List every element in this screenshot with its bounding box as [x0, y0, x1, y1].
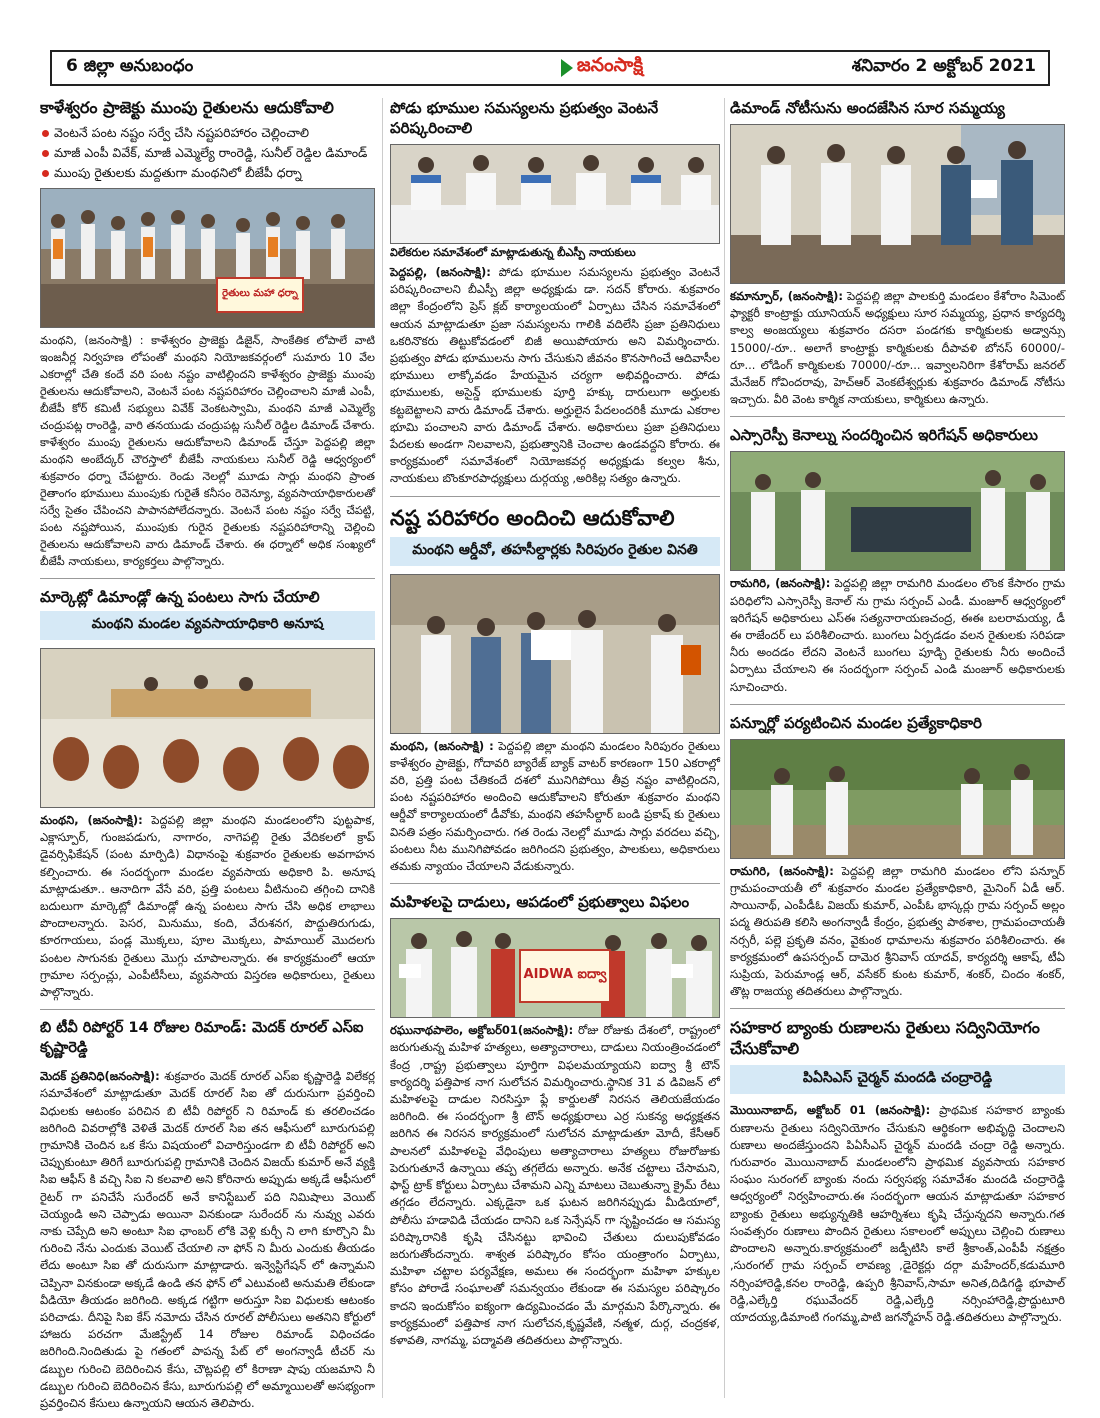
headline: డిమాండ్ నోటీసును అందజేసిన సూర సమ్మయ్య	[730, 99, 1005, 117]
headline: సహకార బ్యాంకు రుణాలను రైతులు సద్వినియోగం చేసుకోవాలి	[730, 1018, 1040, 1059]
meeting-photo-art	[41, 649, 375, 808]
press-meet-photo	[390, 144, 720, 244]
subheadline: మంథని మండల వ్యవసాయాధికారి అనూష	[40, 611, 375, 640]
dateline: రామగిరి, (జనంసాక్షి):	[730, 863, 834, 878]
article-text: ప్రాథమిక సహకార బ్యాంకు రుణాలను రైతులు సద్వినియోగం చేసుకుని ఆర్థికంగా అభివృద్ధి చెందాలని రుణాలు అందజేస్తుందని పిఏసీఎస్ చైర్మన్ మందడి చంద్రా రెడ్డి అన్నారు. గురువారం మొయినాబాద్ మండలంలోని ప్రాథమిక వ్యవసాయ సహకార సంఘం సురంగల్ బ్యాంకు నందు సర్వసభ్య సమావేశం మందడి చంద్రారెడ్డి ఆధ్వర్యంలో నిర్వహించారు.ఈ సందర్భంగా ఆయన మాట్లాడుతూ సహకార బ్యాంకు రైతులు అభ్యున్నతికి ఆహర్నిశలు కృషి చేస్తున్నదని అన్నారు.గత సంవత్సరం రుణాలు పొందిన రైతులు సకాలంలో అప్పులు చెల్లించి రుణాలు పొందాలని అన్నారు.కార్యక్రమంలో జడ్పీటిసి కాలే శ్రీకాంత్,ఎంపీపీ నక్షత్రం ,సురంగల్ గ్రామ సర్పంచ్ లావణ్య ,డైరెక్టర్లు దర్గా మహేందర్,కడుమూరి నర్సింహారెడ్డి,కనల రాంరెడ్డి, ఉప్పరి శ్రీనివాస్,సామా అనిత,దిడిగడ్డి భూపాల్ రెడ్డి,ఎల్కేర్తి రఘువేందర్ రెడ్డి,ఎల్కేర్తి నర్సింహారెడ్డి,ప్రొద్దుటూరి యాదయ్య,డిమాంటి గంగమ్మ,పాటి జగన్మోహన్ రెడ్డి.తదితరులు పాల్గొన్నారు.	[730, 1103, 1066, 1324]
dateline: మొయినాబాద్, అక్టోబర్ 01 (జనంసాక్షి):	[730, 1103, 931, 1118]
article-text: పెద్దపల్లి జిల్లా రామగిరి మండలం లొంక కేసారం గ్రామ పరిధిలోని ఎస్సారెస్పీ కెనాల్ ను గ్రామ సర్పంచ్ ఎండీ. మంజూర్ ఆధ్వర్యంలో ఇరిగేషన్ అధికారులు ఎస్ఈ సత్యనారాయణచంద్ర, ఈఈ బలరామయ్య, డీ ఈ రాజేందర్ లు పరిశీలించారు. బుంగలు ఏర్పడడం వలన రైతులకు సరిపడా నీరు అందడం లేదని వెంటనే బుంగలు పూడ్చి రైతులకు నీరు అందించే ఏర్పాటు చేయాలని ఈ సందర్భంగా సర్పంచ్ ఎండి మంజూర్ అధికారులకు సూచించారు.	[730, 576, 1065, 694]
separator	[40, 578, 375, 579]
headline: మహిళలపై దాడులు, ఆపడంలో ప్రభుత్వాలు విఫలం	[390, 893, 690, 912]
dateline: రామగిరి, (జనంసాక్షి):	[730, 576, 831, 591]
separator	[730, 704, 1065, 705]
dateline: కమాన్పూర్, (జనంసాక్షి):	[730, 289, 843, 303]
page-label: 6 జిల్లా అనుబంధం	[66, 56, 194, 76]
separator	[730, 416, 1065, 417]
separator	[40, 1009, 375, 1010]
headline: బి టీవీ రిపోర్టర్ 14 రోజుల రిమాండ్: మెదక్ రూరల్ ఎస్ఐ కృష్ణారెడ్డి	[40, 1018, 375, 1062]
headline: పోడు భూముల సమస్యలను ప్రభుత్వం వెంటనే పరిష్కరించాలి	[390, 99, 659, 137]
headline: పన్నూర్లో పర్యటించిన మండల ప్రత్యేకాధికారి	[730, 713, 982, 732]
protest-photo-art	[41, 189, 375, 328]
article-body	[730, 288, 1065, 408]
article-body	[390, 738, 720, 876]
dateline: మంథని, (జనంసాక్షి):	[40, 813, 143, 827]
masthead	[50, 50, 1050, 86]
headline: కాళేశ్వరం ప్రాజెక్టు ముంపు రైతులను ఆదుకోవాలి	[40, 98, 334, 117]
dateline: రఘునాథపాలెం, అక్టోబర్01(జనంసాక్షి):	[390, 1023, 574, 1038]
protest-photo	[40, 188, 375, 328]
column-divider	[382, 98, 383, 1398]
petition-photo-art	[391, 575, 720, 734]
headline: ఎస్సారెస్పీ కెనాల్ను సందర్శించిన ఇరిగేషన్ అధికారులు	[730, 426, 1038, 445]
village-inspection-photo	[730, 739, 1065, 859]
canal-visit-photo-art	[731, 452, 1065, 571]
column-2	[390, 98, 720, 1349]
article-body	[730, 863, 1065, 1001]
press-meet-photo-art	[391, 145, 720, 244]
article-body	[40, 1068, 375, 1412]
subheadline: మంథని ఆర్డీవో, తహసీల్దార్లకు సిరిపురం రైతుల వినతి	[390, 537, 720, 566]
newspaper-logo	[518, 54, 686, 82]
dateline: పెద్దపల్లి, (జనంసాక్షి):	[390, 265, 491, 279]
subheadline: పిఏసిఎస్ చైర్మన్ మందడి చంద్రారెడ్డి	[730, 1065, 1065, 1094]
article-body	[390, 264, 720, 488]
column-divider	[724, 98, 725, 1398]
article-text: శుక్రవారం మెదక్ రూరల్ ఎస్ఐ కృష్ణారెడ్డి విలేకర్ల సమావేశంలో మాట్లాడుతూ మెదక్ రూరల్ సిఐ తో దురుసుగా ప్రవర్తించి విధులకు ఆటంకం పరిచిన బి టీవీ రిపోర్టర్ ని రిమాండ్ కు తరలించడం జరిగింది వివరాల్లోకి వెళితే మెదక్ రూరల్ సిఐ తన ఆఫీసులో బూరుగుపల్లి గ్రామానికి చెందిన ఒక కేసు విషయంలో విచారిస్తుండగా బి టీవీ రిపోర్టర్ అని చెప్పుకుంటూ తిరిగే బూరుగుపల్లి గ్రామానికి చెందిన విజయ్ కుమార్ అనే వ్యక్తి సిఐ ఆఫీస్ కి వచ్చి సిఐ ని కలవాలి అని కోరినారు అప్పుడు అక్కడే ఆఫీసులో రైటర్ గా పనిచేసే సురేందర్ అనే కానిస్టేబుల్ పది నిమిషాలు వెయిట్ చెయ్యండి అని చెప్పాడు అయినా వినకుండా సురేందర్ ను నువ్వు ఎవరు నాకు చెప్పేది అని అంటూ సిఐ ఛాంబర్ లోకి వెళ్లి కుర్చీ ని లాగి కూర్చొని మీ గురించి నేను ఎందుకు వెయిట్ చేయాలి నా ఫోన్ ని మీరు ఎందుకు తీయడం లేదు అంటూ సిఐ తో దురుసుగా మాట్లాడారు. ఇన్వెస్టిగేషన్ లో ఉన్నామని చెప్పినా వినకుండా అక్కడే ఉండి తన ఫోన్ లో ఎటువంటి అనుమతి లేకుండా వీడియో తీయడం జరిగింది. అక్కడ గట్టిగా అరుస్తూ సిఐ విధులకు ఆటంకం పరిచాడు. దీనిపై సిఐ కేస్ నమోదు చేసిన రూరల్ పోలీసులు అతనిని కోర్టులో హాజరు పరచగా మేజిస్ట్రేట్ 14 రోజుల రిమాండ్ విధించడం జరిగింది.నిందితుడు పై గతంలో పాపన్న పేట్ లో అంగన్వాడీ టీచర్ ను డబ్బుల గురించి బెదిరించిన కేసు, చౌట్లపల్లి లో కిరాణా షాపు యజమాని నీ డబ్బుల గురించి బెదిరించిన కేసు, బూరుగుపల్లి లో అమ్మాయిలతో అసభ్యంగా ప్రవర్తించిన కేసులు ఉన్నాయని ఆయన తెలిపారు.	[40, 1069, 375, 1411]
article-body: మంథని, (జనంసాక్షి) : కాళేశ్వరం ప్రాజెక్టు డిజైన్, సాంకేతిక లోపాలే వాటి ఇంజనీర్ల నిర్వహణ లోపంతో మంథని నియోజకవర్గంలో సుమారు 10 వేల ఎకరాల్లో చేతి కందే వరి పంట నష్టం వాటిల్లిందని కాళేశ్వరం ప్రాజెక్టు ముంపు రైతులను ఆదుకోవాలని, వెంటనే పంట నష్టపరిహారం చెల్లించాలని మాజీ ఎంపీ, బీజేపీ కోర్ కమిటీ సభ్యులు వివేక్ వెంకటస్వామి, మంథని మాజీ ఎమ్మెల్యే చంద్రుపట్ల రాంరెడ్డి, వారి తనయుడు చంద్రుపట్ల సునీల్ రెడ్డిల డిమాండ్ చేశారు. కాళేశ్వరం ముంపు రైతులను ఆదుకోవాలని డిమాండ్ చేస్తూ పెద్దపల్లి జిల్లా మంథని అంబేద్కర్ చౌరస్తాలో బీజేపీ నాయకులు సునీల్ రెడ్డి ఆధ్వర్యంలో శుక్రవారం ధర్నా చేపట్టారు. రెండు నెలల్లో మూడు సార్లు మంథని ప్రాంత రైతాంగం భూములు ముంపుకు గురైతే కనీసం రెవెన్యూ, వ్యవసాయాధికారులతో సర్వే సైతం చేపించని పాపానపోలేదన్నారు. వెంటనే పంట నష్టం సర్వే చేపట్టి, పంట నష్టపోయిన, ముంపుకు గురైన రైతులకు నష్టపరిహారాన్ని చెల్లించి రైతులను ఆదుకోవాలని వారు డిమాండ్ చేశారు. ఈ ధర్నాలో అధిక సంఖ్యలో బీజేపీ నాయకులు, కార్యకర్తలు పాల్గొన్నారు.	[40, 334, 375, 568]
logo-flag-icon	[561, 59, 573, 77]
bullet-item: మాజీ ఎంపీ వివేక్, మాజీ ఎమ్మెల్యే రాంరెడ్డి, సునీల్ రెడ్డిల డిమాండ్	[40, 144, 375, 162]
protest-banner: రైతులు మహా ధర్నా	[216, 277, 304, 313]
aidwa-protest-photo	[390, 918, 720, 1018]
column-1	[40, 98, 375, 1412]
notice-handover-photo	[730, 124, 1065, 284]
separator	[390, 883, 720, 884]
column-3	[730, 98, 1065, 1326]
dateline: మంథని, (జనంసాక్షి) :	[390, 738, 494, 753]
photo-caption: విలేకరుల సమావేశంలో మాట్లాడుతున్న బీఎస్పీ నాయకులు	[390, 246, 636, 259]
headline: నష్ట పరిహారం అందించి ఆదుకోవాలి	[390, 505, 675, 530]
article-body	[40, 812, 375, 1001]
canal-visit-photo	[730, 451, 1065, 571]
article-text: పెద్దపల్లి జిల్లా మంథని మండలం సిరిపురం రైతులు కాళేశ్వరం ప్రాజెక్టు, గోదావరి బ్యారేజ్ బ్యాక్ వాటర్ కారణంగా 150 ఎకరాల్లో వరి, ప్రత్తి పంట చేతికందే దశలో మునిగిపోయి తీవ్ర నష్టం వాటిల్లిందని, పంట నష్టపరిహారం అందించి ఆదుకోవాలని కోరుతూ శుక్రవారం మంథని ఆర్డీవో కార్యాలయంలో డీవోకు, మంథని తహసీల్దార్ బండి ప్రకాష్ కు రైతులు వినతి పత్రం సమర్పించారు. గత రెండు నెలల్లో మూడు సార్లు వరదలు వచ్చి, పంటలు నీట మునిగిపోవడం జరిగిందని ప్రభుత్వం, పాలకులు, అధికారులు తమకు న్యాయం చేయాలని వేడుకున్నారు.	[390, 738, 721, 874]
separator	[730, 1008, 1065, 1009]
separator	[390, 496, 720, 497]
village-inspection-photo-art	[731, 740, 1065, 859]
headline: మార్కెట్లో డిమాండ్లో ఉన్న పంటలు సాగు చేయాలి	[40, 588, 320, 606]
article-text: పెద్దపల్లి జిల్లా రామగిరి మండలం లోని పన్నూర్ గ్రామపంచాయతీ లో శుక్రవారం మండల ప్రత్యేకాధికారి, మైనింగ్ ఏడీ ఆర్. సాయినాథ్, ఎంపీడీఓ విజయ్ కుమార్, ఎంపీఓ భాస్కర్లు గ్రామ సర్పంచ్ అల్లం పద్మ తిరుపతి కలిసి అంగన్వాడీ కేంద్రం, ప్రభుత్వ పాఠశాల, గ్రామపంచాయతీ నర్సరీ, పల్లె ప్రకృతి వనం, వైకుంఠ ధామాలను శుక్రవారం పరిశీలించారు. ఈ కార్యక్రమంలో ఉపసర్పంచ్ దామెర శ్రీనివాస్ యాదవ్, కార్యదర్శి ఆకాష్, టీఏ సుప్రియ, పెరుమాండ్ల ఆర్, వసేకర్ కుంట కుమార్, శంకర్, చిందం శంకర్, తొట్ల రాజయ్య తదితరులు పాల్గొన్నారు.	[730, 863, 1065, 999]
article-text: పోడు భూముల సమస్యలను ప్రభుత్వం వెంటనే పరిష్కరించాలని బీఎస్పీ జిల్లా అధ్యక్షుడు డా. సదన్ కోరారు. శుక్రవారం జిల్లా కేంద్రంలోని ప్రెస్ క్లబ్ కార్యాలయంలో ఏర్పాటు చేసిన సమావేశంలో ఆయన మాట్లాడుతూ ప్రజా సమస్యలను గాలికి వదిలేసి ప్రజా ప్రతినిధులు ఒకరినొకరు తిట్టుకోవడంలో బిజీ అయిపోయారు అని విమర్శించారు. ప్రభుత్వం పోడు భూములను సాగు చేసుకుని జీవనం కొనసాగించే ఆదివాసీల భూములు లాక్కోవడం హేయమైన చర్యగా అభివర్ణించారు. పోడు భూములకు, అసైన్డ్ భూములకు పూర్తి హక్కు దారులుగా అర్హులకు కట్టబెట్టాలని వారు డిమాండ్ చేశారు. అర్హులైన పేదలందరికీ మూడు ఎకరాల భూమి పంచాలని వారు డిమాండ్ చేశారు. అధికారులు ప్రజా ప్రతినిధులు పేదలకు అండగా నిలవాలని, ప్రభుత్వానికి చెంచాల ఉండవద్దని కోరారు. ఈ కార్యక్రమంలో సమావేశంలో నియోజకవర్గ అధ్యక్షుడు కల్వల శీను, నాయకులు బొంకూరపాధ్యక్షులు దుర్గయ్య ,అరికిల్ల సత్యం ఉన్నారు.	[390, 265, 720, 486]
article-body	[730, 1102, 1065, 1326]
notice-handover-photo-art	[731, 125, 1065, 284]
bullet-item: వెంటనే పంట నష్టం సర్వే చేసి నష్టపరిహారం చెల్లించాలి	[40, 124, 375, 142]
article-text: రోజు రోజుకు దేశంలో, రాష్ట్రంలో జరుగుతున్న మహిళ హత్యలు, అత్యాచారాలు, దాడులు నియంత్రించడంలో కేంద్ర ,రాష్ట్ర ప్రభుత్వాలు పూర్తిగా విఫలమయ్యాయని ఐద్వా శ్రీ టౌన్ కార్యదర్శి పత్తిపాక నాగ సులోచన విమర్శించారు.స్థానిక 31 వ డివిజన్ లో మహిళలపై దాడుల నిరసిస్తూ ఫ్లే కార్డులతో నిరసన తెలియజేయడం జరిగింది. ఈ సందర్భంగా శ్రీ టౌన్ అధ్యక్షురాలు ఎర్ర సుకన్య అధ్యక్షతన జరిగిన ఈ నిరసన కార్యక్రమంలో సులోచన మాట్లాడుతూ మోదీ, కేసీఆర్ పాలనలో మహిళలపై వేధింపులు అత్యాచారాలు హత్యలు రోజురోజుకు పెరుగుతూనే ఉన్నాయి తప్ప తగ్గలేదు అన్నారు. అనేక చట్టాలు చేసామని, ఫాస్ట్ ట్రాక్ కోర్టులు ఏర్పాటు చేశామని ఎన్ని మాటలు చెబుతున్నా క్రైమ్ రేటు తగ్గడం లేదన్నారు. ఎక్కడైనా ఒక ఘటన జరిగినప్పుడు మీడియాలో, పోలీసు హడావిడి చేయడం దానిని ఒక సెన్సేషన్ గా సృష్టించడం ఆ సమస్య పరిష్కారానికి కృషి చేసినట్టు భావించి చేతులు దులుపుకోవడం జరుగుతోందన్నారు. శాశ్వత పరిష్కారం కోసం యంత్రాంగం ఏర్పాటు, మహిళా చట్టాల పర్యవేక్షణ, అమలు ఈ సందర్భంగా మహిళా హక్కుల కోసం పోరాడే సంఘాలతో సమన్వయం లేకుండా ఈ సమస్యల పరిష్కారం కాదని ఇందుకోసం ఐక్యంగా ఉద్యమించడం మే మార్గమని పేర్కొన్నారు. ఈ కార్యక్రమంలో పత్తిపాక నాగ సులోచన,కృష్ణవేణి, నత్మళ, దుర్గ, చంద్రకళ, కళావతి, నాగమ్మ, పద్మావతి తదితరులు పాల్గొన్నారు.	[390, 1023, 720, 1347]
article-text: పెద్దపల్లి జిల్లా మంథని మండలంలోని పుట్టపాక, ఎక్లాస్పూర్, గుంజపడుగు, నాగారం, నాగెపల్లి రైతు వేదికలలో క్రాప్ డైవర్సిఫికేషన్ (పంట మార్పిడి) విధానంపై శుక్రవారం రైతులకు అవగాహన కల్పించారు. ఈ సందర్భంగా మండల వ్యవసాయ అధికారి పి. అనూష మాట్లాడుతూ.. ఆనాదిగా వేసే వరి, ప్రత్తి పంటలు వీటినుంచి తగ్గించి దానికి బదులుగా మార్కెట్లో డిమాండ్లో ఉన్న పంటలు సాగు చేసి అధిక లాభాలు పొందాలన్నారు. పెసర, మినుము, కంది, వేరుశనగ, పొద్దుతిరుగుడు, కూరగాయలు, పండ్ల మొక్కలు, పూల మొక్కలు, పామాయిల్ మొదలగు పంటల సాగునకు రైతులు మొగ్గు చూపాలన్నారు. ఈ కార్యక్రమంలో ఆయా గ్రామాల సర్పంచ్లు, ఎంపీటీసీలు, వ్యవసాయ విస్తరణ అధికారులు, రైతులు పాల్గొన్నారు.	[40, 813, 376, 1000]
article-text: పెద్దపల్లి జిల్లా పాలకుర్తి మండలం కేశోరాం సిమెంట్ ఫ్యాక్టరీ కాంట్రాక్టు యూనియన్ అధ్యక్షులు సూర సమ్మయ్య, ప్రధాన కార్యదర్శి కాల్వ అంజయ్యలు శుక్రవారం దసరా పండగకు కార్మికులకు అడ్వాన్సు 15000/-రూ.. అలాగే కాంట్రాక్టు కార్మికులకు దీపావళి బోనస్ 60000/-రూ... లోడింగ్ కార్మికులకు 70000/-రూ... ఇవ్వాలనిరిగా కేశోరామ్ జనరల్ మేనేజర్ గోవిందరావు, హెచ్ఆర్ వెంకటేశ్వర్లుకు శుక్రవారం డిమాండ్ నోటీసు ఇచ్చారు. వీరి వెంట కార్మిక నాయకులు, కార్మికులు ఉన్నారు.	[730, 289, 1066, 407]
logo-text: జనంసాక్షి	[576, 54, 644, 76]
issue-date: శనివారం 2 అక్టోబర్ 2021	[851, 56, 1036, 76]
petition-photo	[390, 574, 720, 734]
aidwa-banner: AIDWA ఐద్వా	[519, 949, 611, 1003]
meeting-photo	[40, 648, 375, 808]
article-body	[730, 575, 1065, 695]
bullet-item: ముంపు రైతులకు మద్దతుగా మంథనిలో బీజేపీ ధర్నా	[40, 164, 375, 182]
dateline: మెదక్ ప్రతినిధి(జనంసాక్షి):	[40, 1069, 160, 1084]
article-body	[390, 1022, 720, 1349]
